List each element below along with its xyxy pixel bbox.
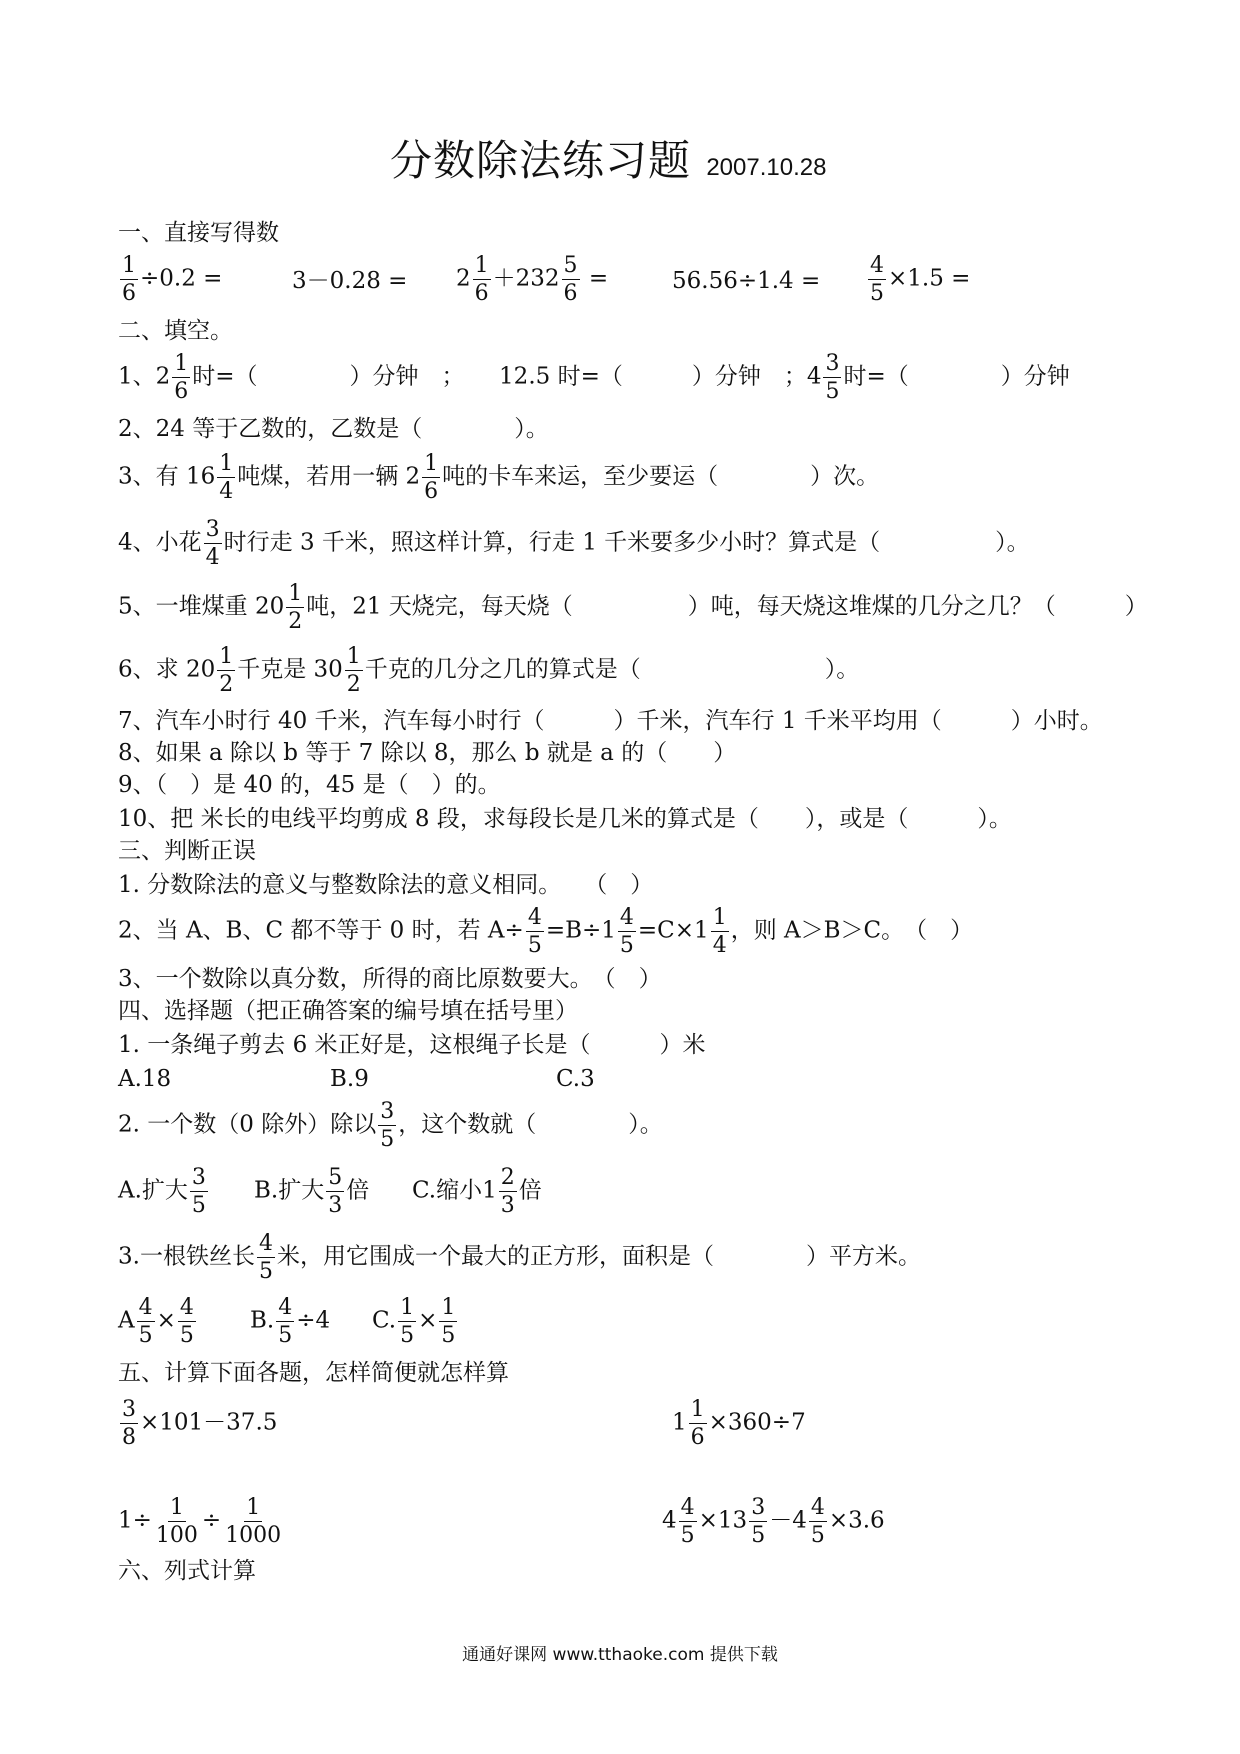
fraction [749, 1496, 767, 1547]
fraction [526, 906, 544, 957]
numerator: 1 [172, 352, 190, 378]
section-heading-1: 一、直接写得数 [118, 220, 279, 246]
fraction [562, 254, 580, 305]
s4-question-2 [118, 1100, 663, 1151]
denominator: 5 [870, 281, 884, 307]
denominator: 1000 [225, 1523, 282, 1549]
s2-question-3 [118, 452, 879, 503]
numerator: 1 [398, 1296, 416, 1322]
title-text: 分数除法练习题 [390, 136, 692, 185]
text-segment: 时=（ ）分钟 ； 12.5 时=（ ）分钟 ；4 [192, 363, 822, 390]
numerator: 4 [257, 1232, 275, 1258]
text-segment: A [118, 1307, 135, 1334]
denominator: 6 [563, 281, 578, 307]
fraction [378, 1100, 396, 1151]
denominator: 4 [712, 933, 727, 959]
text-segment: 4、小花 [118, 529, 202, 556]
text-segment: × [418, 1307, 438, 1334]
numerator: 1 [217, 645, 235, 671]
fraction [679, 1496, 697, 1547]
text-segment: 2 [456, 265, 471, 292]
text-segment: 吨的卡车来运，至少要运（ ）次。 [442, 463, 880, 490]
text-segment: 5、一堆煤重 20 [118, 593, 285, 620]
s2-question-8: 8、如果 a 除以 b 等于 7 除以 8，那么 b 就是 a 的（ ） [118, 740, 737, 766]
denominator: 5 [810, 1523, 825, 1549]
numerator: 4 [809, 1496, 827, 1522]
text-segment: B.扩大 [254, 1177, 325, 1204]
text-segment: 1 [672, 1409, 687, 1436]
denominator: 8 [122, 1425, 136, 1451]
numerator: 1 [217, 452, 235, 478]
s2-question-9: 9、（ ）是 40 的，45 是（ ）的。 [118, 772, 501, 798]
section-heading-5: 五、计算下面各题，怎样简便就怎样算 [118, 1360, 509, 1386]
numerator: 2 [499, 1166, 517, 1192]
text-segment: 时行走 3 千米，照这样计算，行走 1 千米要多少小时？算式是（ ）。 [223, 529, 1030, 556]
text-segment: ×360÷7 [708, 1409, 806, 1436]
text-segment: 1、2 [118, 363, 171, 390]
denominator: 6 [122, 281, 136, 307]
section-heading-4: 四、选择题（把正确答案的编号填在括号里） [118, 998, 578, 1024]
s5-expression-4 [662, 1496, 885, 1547]
denominator: 5 [680, 1523, 695, 1549]
text-segment: = [581, 265, 609, 292]
numerator: 4 [178, 1296, 196, 1322]
denominator: 5 [258, 1259, 273, 1285]
s4-q2-option-a [118, 1166, 210, 1217]
text-segment: 倍 [346, 1177, 370, 1204]
fraction [204, 518, 222, 569]
text-segment: 2、当 A、B、C 都不等于 0 时，若 A÷ [118, 917, 524, 944]
text-segment: 倍 [518, 1177, 542, 1204]
fraction [499, 1166, 517, 1217]
section-heading-6: 六、列式计算 [118, 1558, 256, 1584]
numerator: 5 [326, 1166, 344, 1192]
denominator: 6 [174, 379, 189, 405]
fraction [223, 1496, 283, 1547]
s2-question-6 [118, 645, 859, 696]
numerator: 4 [526, 906, 544, 932]
s1-question-4: 56.56÷1.4 = [672, 268, 821, 294]
text-segment: ÷0.2 = [140, 265, 223, 292]
text-segment: × [156, 1307, 176, 1334]
fraction [868, 254, 886, 305]
denominator: 5 [825, 379, 840, 405]
s1-question-1 [118, 254, 222, 305]
fraction [217, 452, 235, 503]
numerator: 1 [286, 582, 304, 608]
s2-question-2: 2、24 等于乙数的，乙数是（ ）。 [118, 416, 549, 442]
fraction [276, 1296, 294, 1347]
numerator: 1 [244, 1496, 262, 1522]
s2-question-4 [118, 518, 1030, 569]
fraction [823, 352, 841, 403]
s5-expression-2 [672, 1398, 806, 1449]
text-segment: A.扩大 [118, 1177, 188, 1204]
text-segment: 3.一根铁丝长 [118, 1243, 255, 1270]
numerator: 4 [276, 1296, 294, 1322]
text-segment: 2. 一个数（0 除外）除以 [118, 1111, 377, 1138]
denominator: 100 [155, 1523, 198, 1549]
s2-question-7: 7、汽车小时行 40 千米，汽车每小时行（ ）千米，汽车行 1 千米平均用（ ）小时。 [118, 708, 1103, 734]
text-segment: ×101－37.5 [140, 1409, 278, 1436]
s1-question-3 [456, 254, 608, 305]
fraction [345, 645, 363, 696]
text-segment: ，则 A＞B＞C。 （ ） [730, 917, 974, 944]
numerator: 1 [711, 906, 729, 932]
denominator: 5 [179, 1323, 194, 1349]
text-segment: B. [250, 1307, 275, 1334]
numerator: 3 [190, 1166, 208, 1192]
text-segment: ，这个数就（ ）。 [398, 1111, 663, 1138]
fraction [422, 452, 440, 503]
denominator: 5 [400, 1323, 415, 1349]
denominator: 3 [328, 1193, 343, 1219]
numerator: 1 [168, 1496, 186, 1522]
numerator: 4 [679, 1496, 697, 1522]
text-segment: 米，用它围成一个最大的正方形，面积是（ ）平方米。 [276, 1243, 921, 1270]
text-segment: 时=（ ）分钟 [843, 363, 1070, 390]
text-segment: ×1.5 = [888, 265, 971, 292]
numerator: 3 [749, 1496, 767, 1522]
s5-expression-1 [118, 1398, 277, 1449]
text-segment: ＋232 [492, 265, 560, 292]
denominator: 6 [424, 479, 439, 505]
numerator: 3 [120, 1398, 138, 1424]
numerator: 3 [378, 1100, 396, 1126]
denominator: 3 [500, 1193, 515, 1219]
numerator: 4 [618, 906, 636, 932]
text-segment: ÷4 [296, 1307, 331, 1334]
s4-q3-option-c [372, 1296, 459, 1347]
denominator: 5 [751, 1523, 766, 1549]
denominator: 5 [527, 933, 542, 959]
numerator: 5 [562, 254, 580, 280]
denominator: 5 [278, 1323, 293, 1349]
fraction [154, 1496, 200, 1547]
fraction [618, 906, 636, 957]
text-segment: 吨煤，若用一辆 2 [237, 463, 421, 490]
s3-question-3: 3、一个数除以真分数，所得的商比原数要大。 （ ） [118, 966, 662, 992]
s4-q2-option-c [412, 1166, 542, 1217]
denominator: 6 [690, 1425, 705, 1451]
fraction [172, 352, 190, 403]
fraction [439, 1296, 457, 1347]
fraction [217, 645, 235, 696]
denominator: 5 [380, 1127, 395, 1153]
fraction [178, 1296, 196, 1347]
numerator: 3 [204, 518, 222, 544]
fraction [257, 1232, 275, 1283]
section-heading-2: 二、填空。 [118, 318, 233, 344]
text-segment: 4 [662, 1507, 677, 1534]
fraction [689, 1398, 707, 1449]
denominator: 2 [288, 609, 303, 635]
denominator: 2 [219, 672, 234, 698]
fraction [137, 1296, 155, 1347]
denominator: 5 [191, 1193, 206, 1219]
text-segment: =B÷1 [545, 917, 616, 944]
s4-q1-option-c: C.3 [556, 1066, 595, 1092]
numerator: 3 [823, 352, 841, 378]
text-segment: C.缩小1 [412, 1177, 497, 1204]
numerator: 4 [868, 254, 886, 280]
fraction [473, 254, 491, 305]
text-segment: 千克的几分之几的算式是（ ）。 [364, 656, 860, 683]
s4-question-3 [118, 1232, 921, 1283]
fraction [711, 906, 729, 957]
text-segment: ×3.6 [828, 1507, 885, 1534]
numerator: 1 [120, 254, 138, 280]
numerator: 1 [689, 1398, 707, 1424]
fraction [326, 1166, 344, 1217]
s4-question-1: 1. 一条绳子剪去 6 米正好是，这根绳子长是（ ）米 [118, 1032, 706, 1058]
numerator: 1 [345, 645, 363, 671]
s5-expression-3 [118, 1496, 285, 1547]
s4-q1-option-b: B.9 [330, 1066, 369, 1092]
denominator: 2 [346, 672, 361, 698]
numerator: 1 [473, 254, 491, 280]
fraction [190, 1166, 208, 1217]
s4-q2-option-b [254, 1166, 369, 1217]
s1-question-2: 3－0.28 = [292, 268, 408, 294]
fraction [120, 1398, 138, 1449]
text-segment: ×13 [698, 1507, 748, 1534]
s1-question-5 [866, 254, 970, 305]
s4-q1-option-a: A.18 [118, 1066, 172, 1092]
denominator: 5 [441, 1323, 456, 1349]
numerator: 1 [422, 452, 440, 478]
footer-credit: 通通好课网 www.tthaoke.com 提供下载 [462, 1645, 778, 1665]
s3-question-2 [118, 906, 973, 957]
denominator: 4 [219, 479, 234, 505]
text-segment: 千克是 30 [237, 656, 343, 683]
text-segment: －4 [769, 1507, 807, 1534]
title-date: 2007.10.28 [706, 154, 827, 181]
text-segment: 吨，21 天烧完，每天烧（ ）吨，每天烧这堆煤的几分之几？（ ） [306, 593, 1148, 620]
text-segment: 6、求 20 [118, 656, 216, 683]
denominator: 6 [474, 281, 489, 307]
s2-question-10: 10、把 米长的电线平均剪成 8 段，求每段长是几米的算式是（ ），或是（ ）。 [118, 806, 1012, 832]
fraction [286, 582, 304, 633]
s2-question-1 [118, 352, 1070, 403]
text-segment: 1÷ [118, 1507, 152, 1534]
denominator: 5 [138, 1323, 153, 1349]
s3-question-1: 1. 分数除法的意义与整数除法的意义相同。 （ ） [118, 872, 654, 898]
s4-q3-option-a [118, 1296, 198, 1347]
fraction [809, 1496, 827, 1547]
denominator: 4 [205, 545, 220, 571]
s4-q3-option-b [250, 1296, 330, 1347]
fraction [398, 1296, 416, 1347]
text-segment: 3、有 16 [118, 463, 216, 490]
text-segment: =C×1 [637, 917, 709, 944]
text-segment: ÷ [201, 1507, 222, 1534]
section-heading-3: 三、判断正误 [118, 838, 256, 864]
numerator: 1 [439, 1296, 457, 1322]
numerator: 4 [137, 1296, 155, 1322]
denominator: 5 [619, 933, 634, 959]
s2-question-5 [118, 582, 1148, 633]
text-segment: C. [372, 1307, 397, 1334]
fraction [120, 254, 138, 305]
page-title [390, 128, 826, 188]
